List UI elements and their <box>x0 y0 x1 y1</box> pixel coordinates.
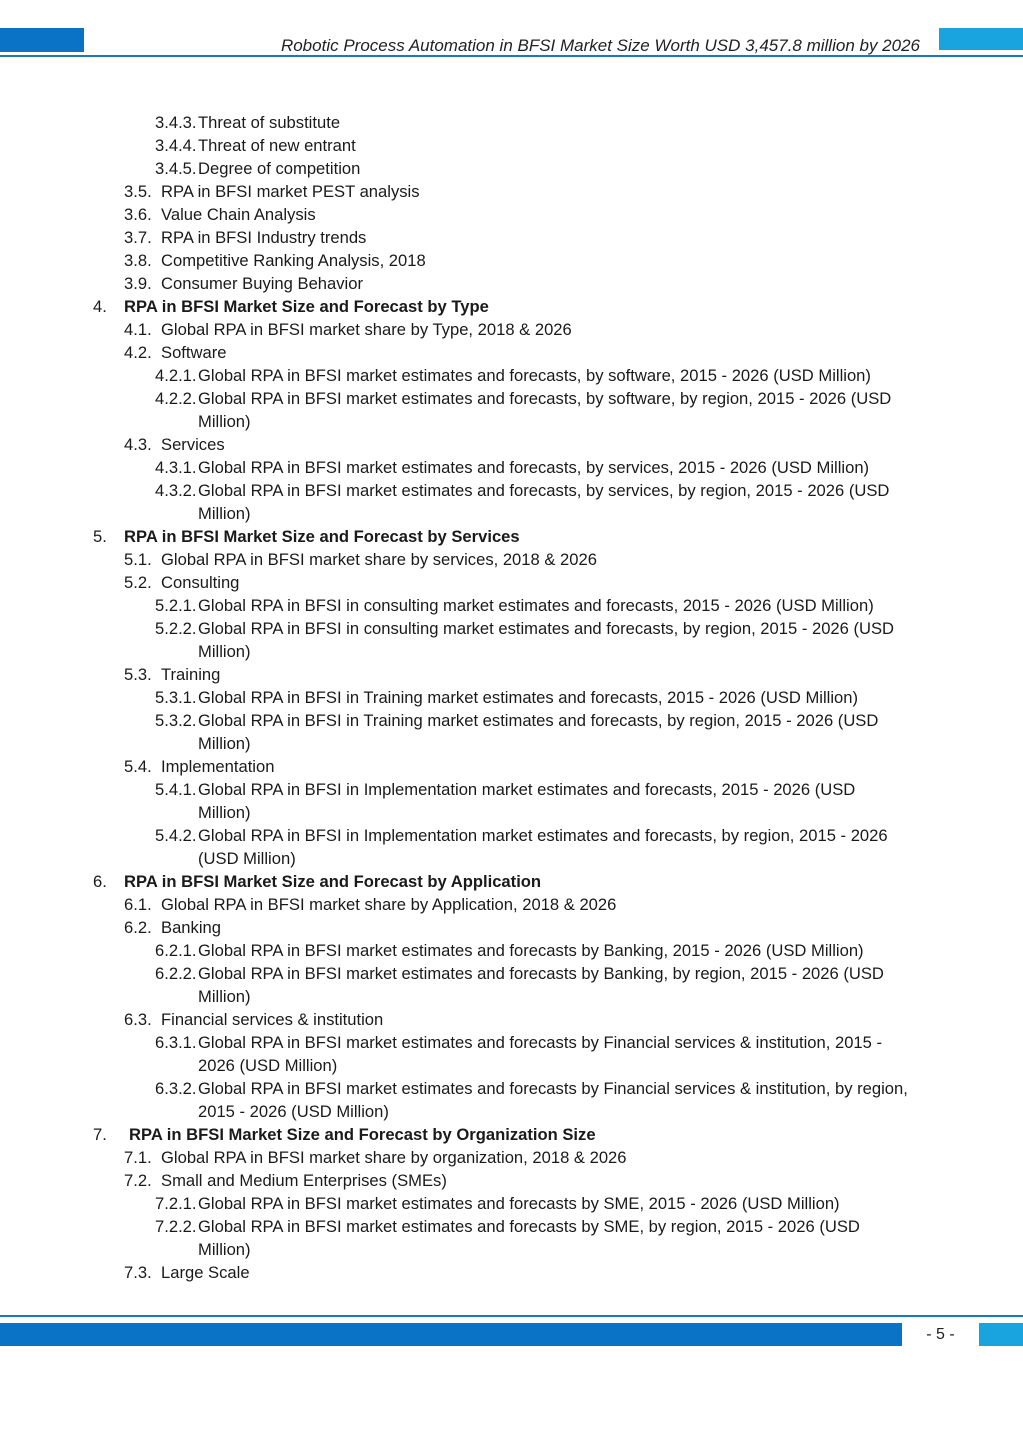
page-number: - 5 - <box>926 1326 955 1343</box>
toc-entry <box>0 755 1023 778</box>
toc-entry <box>0 318 1023 341</box>
toc-entry-title: Global RPA in BFSI market estimates and forecasts by Banking, 2015 - 2026 (USD Million) <box>198 941 864 960</box>
toc-entry-title: Global RPA in BFSI market share by Type, 2018 & 2026 <box>161 320 572 339</box>
toc-entry-title: Global RPA in BFSI market estimates and forecasts, by services, 2015 - 2026 (USD Million) <box>198 458 870 477</box>
toc-entry-title: Services <box>161 435 225 454</box>
toc-entry-title: Financial services & institution <box>161 1010 384 1029</box>
toc-entry <box>0 778 1023 801</box>
toc-entry <box>0 272 1023 295</box>
toc-entry-title: 2026 (USD Million) <box>198 1056 338 1075</box>
toc-entry-number: 3.4.4. <box>155 136 197 155</box>
toc-entry <box>0 387 1023 410</box>
toc-entry <box>0 341 1023 364</box>
toc-entry-number: 3.4.3. <box>155 113 197 132</box>
toc-entry-number: 3.8. <box>124 251 152 270</box>
toc-entry <box>0 226 1023 249</box>
toc-entry-title: Global RPA in BFSI in consulting market estimates and forecasts, by region, 2015 - 2026 (USD <box>198 619 895 638</box>
toc-entry-title: (USD Million) <box>198 849 296 868</box>
toc-entry <box>0 1215 1023 1238</box>
toc-entry-number: 5.4.1. <box>155 780 197 799</box>
toc-entry-number: 4.2.1. <box>155 366 197 385</box>
toc-entry-title: Global RPA in BFSI market estimates and forecasts, by services, by region, 2015 - 2026 (USD <box>198 481 890 500</box>
toc-chapter <box>0 870 1023 893</box>
toc-entry <box>0 709 1023 732</box>
toc-entry <box>0 594 1023 617</box>
toc-entry-number: 4. <box>93 297 107 316</box>
toc-entry-number: 5.3.1. <box>155 688 197 707</box>
toc-entry <box>0 433 1023 456</box>
toc-entry-number: 6.2.1. <box>155 941 197 960</box>
toc-entry-title: Global RPA in BFSI market share by organization, 2018 & 2026 <box>161 1148 627 1167</box>
toc-entry-number: 6. <box>93 872 107 891</box>
toc-entry-title: Global RPA in BFSI market estimates and forecasts by SME, by region, 2015 - 2026 (USD <box>198 1217 860 1236</box>
toc-entry-number: 7. <box>93 1125 107 1144</box>
toc-entry-title: RPA in BFSI Market Size and Forecast by Application <box>124 872 542 891</box>
toc-entry-number: 5.4. <box>124 757 152 776</box>
toc-entry-number: 6.3. <box>124 1010 152 1029</box>
toc-entry-number: 5.3. <box>124 665 152 684</box>
toc-entry-title: Global RPA in BFSI market estimates and forecasts, by software, by region, 2015 - 2026 (USD <box>198 389 892 408</box>
toc-entry <box>0 571 1023 594</box>
table-of-contents <box>0 111 1023 1284</box>
toc-entry-number: 5.2.1. <box>155 596 197 615</box>
toc-entry-continuation <box>0 640 1023 663</box>
toc-entry-title: Global RPA in BFSI market estimates and forecasts by SME, 2015 - 2026 (USD Million) <box>198 1194 840 1213</box>
toc-entry-number: 5. <box>93 527 107 546</box>
toc-entry-continuation <box>0 1100 1023 1123</box>
toc-entry-number: 5.2. <box>124 573 152 592</box>
toc-entry <box>0 111 1023 134</box>
toc-entry <box>0 134 1023 157</box>
toc-entry <box>0 203 1023 226</box>
toc-chapter <box>0 1123 1023 1146</box>
toc-entry <box>0 479 1023 502</box>
header-title: Robotic Process Automation in BFSI Market Size Worth USD 3,457.8 million by 2026 <box>280 36 920 55</box>
toc-entry-continuation <box>0 801 1023 824</box>
toc-entry-title: Million) <box>198 412 251 431</box>
toc-entry <box>0 916 1023 939</box>
toc-entry-continuation <box>0 502 1023 525</box>
toc-entry-number: 7.2.2. <box>155 1217 197 1236</box>
toc-entry-title: RPA in BFSI Industry trends <box>161 228 367 247</box>
toc-entry <box>0 1146 1023 1169</box>
toc-entry-title: Million) <box>198 1240 251 1259</box>
toc-entry-title: Implementation <box>161 757 275 776</box>
toc-entry-title: Competitive Ranking Analysis, 2018 <box>161 251 426 270</box>
toc-entry-continuation <box>0 985 1023 1008</box>
toc-entry <box>0 663 1023 686</box>
toc-entry-title: Global RPA in BFSI market share by Application, 2018 & 2026 <box>161 895 617 914</box>
toc-entry-title: Million) <box>198 734 251 753</box>
toc-entry <box>0 1169 1023 1192</box>
toc-entry-number: 7.2.1. <box>155 1194 197 1213</box>
toc-entry-title: Global RPA in BFSI in Implementation market estimates and forecasts, by region, 2015 - 2026 <box>198 826 888 845</box>
toc-entry-number: 4.2.2. <box>155 389 197 408</box>
toc-entry-number: 7.1. <box>124 1148 152 1167</box>
toc-entry-title: Million) <box>198 504 251 523</box>
toc-entry-title: Global RPA in BFSI in Training market estimates and forecasts, 2015 - 2026 (USD Million) <box>198 688 859 707</box>
toc-entry-title: Global RPA in BFSI market estimates and forecasts by Financial services & institution, 2015 - <box>198 1033 883 1052</box>
toc-entry-title: Global RPA in BFSI market estimates and forecasts, by software, 2015 - 2026 (USD Million) <box>198 366 871 385</box>
toc-entry-number: 6.1. <box>124 895 152 914</box>
footer-color-bar-left <box>0 1323 902 1346</box>
toc-entry-number: 3.7. <box>124 228 152 247</box>
toc-entry-title: Threat of new entrant <box>198 136 356 155</box>
toc-entry <box>0 962 1023 985</box>
toc-chapter <box>0 525 1023 548</box>
toc-entry <box>0 548 1023 571</box>
toc-entry-title: Million) <box>198 987 251 1006</box>
toc-entry-title: Million) <box>198 642 251 661</box>
toc-entry-continuation <box>0 847 1023 870</box>
toc-entry-continuation <box>0 1054 1023 1077</box>
toc-entry-title: Banking <box>161 918 221 937</box>
toc-entry <box>0 1031 1023 1054</box>
toc-entry-title: Large Scale <box>161 1263 250 1282</box>
toc-entry <box>0 180 1023 203</box>
toc-entry-title: Global RPA in BFSI market estimates and forecasts by Financial services & institution, by region, <box>198 1079 908 1098</box>
toc-entry-title: Value Chain Analysis <box>161 205 316 224</box>
header-color-block-right <box>939 28 1023 50</box>
toc-entry-number: 3.4.5. <box>155 159 197 178</box>
header-divider <box>0 55 1023 57</box>
toc-entry-number: 4.2. <box>124 343 152 362</box>
toc-entry-number: 6.2. <box>124 918 152 937</box>
toc-entry <box>0 364 1023 387</box>
toc-entry-number: 4.3.2. <box>155 481 197 500</box>
toc-entry-number: 5.4.2. <box>155 826 197 845</box>
toc-entry-continuation <box>0 410 1023 433</box>
toc-entry-title: RPA in BFSI Market Size and Forecast by Services <box>124 527 520 546</box>
toc-chapter <box>0 295 1023 318</box>
toc-entry-number: 5.1. <box>124 550 152 569</box>
toc-entry <box>0 824 1023 847</box>
toc-entry-title: Software <box>161 343 227 362</box>
toc-entry-title: Training <box>161 665 221 684</box>
toc-entry <box>0 939 1023 962</box>
toc-entry-number: 5.2.2. <box>155 619 197 638</box>
toc-entry-number: 6.2.2. <box>155 964 197 983</box>
toc-entry-number: 4.1. <box>124 320 152 339</box>
toc-entry-number: 7.2. <box>124 1171 152 1190</box>
toc-entry-title: Global RPA in BFSI market share by services, 2018 & 2026 <box>161 550 597 569</box>
toc-entry-title: RPA in BFSI market PEST analysis <box>161 182 420 201</box>
toc-entry-number: 7.3. <box>124 1263 152 1282</box>
toc-entry <box>0 686 1023 709</box>
toc-entry-number: 3.6. <box>124 205 152 224</box>
toc-entry-title: Global RPA in BFSI in Implementation market estimates and forecasts, 2015 - 2026 (USD <box>198 780 856 799</box>
toc-entry-title: Global RPA in BFSI market estimates and forecasts by Banking, by region, 2015 - 2026 (USD <box>198 964 884 983</box>
toc-entry-title: Small and Medium Enterprises (SMEs) <box>161 1171 447 1190</box>
toc-entry-title: RPA in BFSI Market Size and Forecast by Type <box>124 297 489 316</box>
toc-entry-number: 4.3.1. <box>155 458 197 477</box>
toc-entry <box>0 1077 1023 1100</box>
toc-entry-title: Consulting <box>161 573 240 592</box>
toc-entry <box>0 456 1023 479</box>
toc-entry-number: 5.3.2. <box>155 711 197 730</box>
toc-entry-title: Consumer Buying Behavior <box>161 274 363 293</box>
toc-entry-title: Threat of substitute <box>198 113 341 132</box>
toc-entry-title: Million) <box>198 803 251 822</box>
toc-entry <box>0 1192 1023 1215</box>
toc-entry-title: Global RPA in BFSI in Training market estimates and forecasts, by region, 2015 - 2026 (USD <box>198 711 879 730</box>
toc-entry-number: 4.3. <box>124 435 152 454</box>
toc-entry <box>0 1261 1023 1284</box>
toc-entry-number: 6.3.2. <box>155 1079 197 1098</box>
toc-entry-number: 6.3.1. <box>155 1033 197 1052</box>
toc-entry <box>0 157 1023 180</box>
footer-divider <box>0 1315 1023 1317</box>
toc-entry <box>0 249 1023 272</box>
toc-entry <box>0 1008 1023 1031</box>
toc-entry-title: Degree of competition <box>198 159 361 178</box>
toc-entry-title: 2015 - 2026 (USD Million) <box>198 1102 389 1121</box>
toc-entry <box>0 893 1023 916</box>
toc-entry-continuation <box>0 1238 1023 1261</box>
toc-entry <box>0 617 1023 640</box>
toc-entry-number: 3.5. <box>124 182 152 201</box>
toc-entry-number: 3.9. <box>124 274 152 293</box>
toc-entry-title: Global RPA in BFSI in consulting market estimates and forecasts, 2015 - 2026 (USD Million) <box>198 596 874 615</box>
toc-entry-continuation <box>0 732 1023 755</box>
toc-entry-title: RPA in BFSI Market Size and Forecast by Organization Size <box>129 1125 596 1144</box>
footer-color-bar-right <box>979 1323 1023 1346</box>
